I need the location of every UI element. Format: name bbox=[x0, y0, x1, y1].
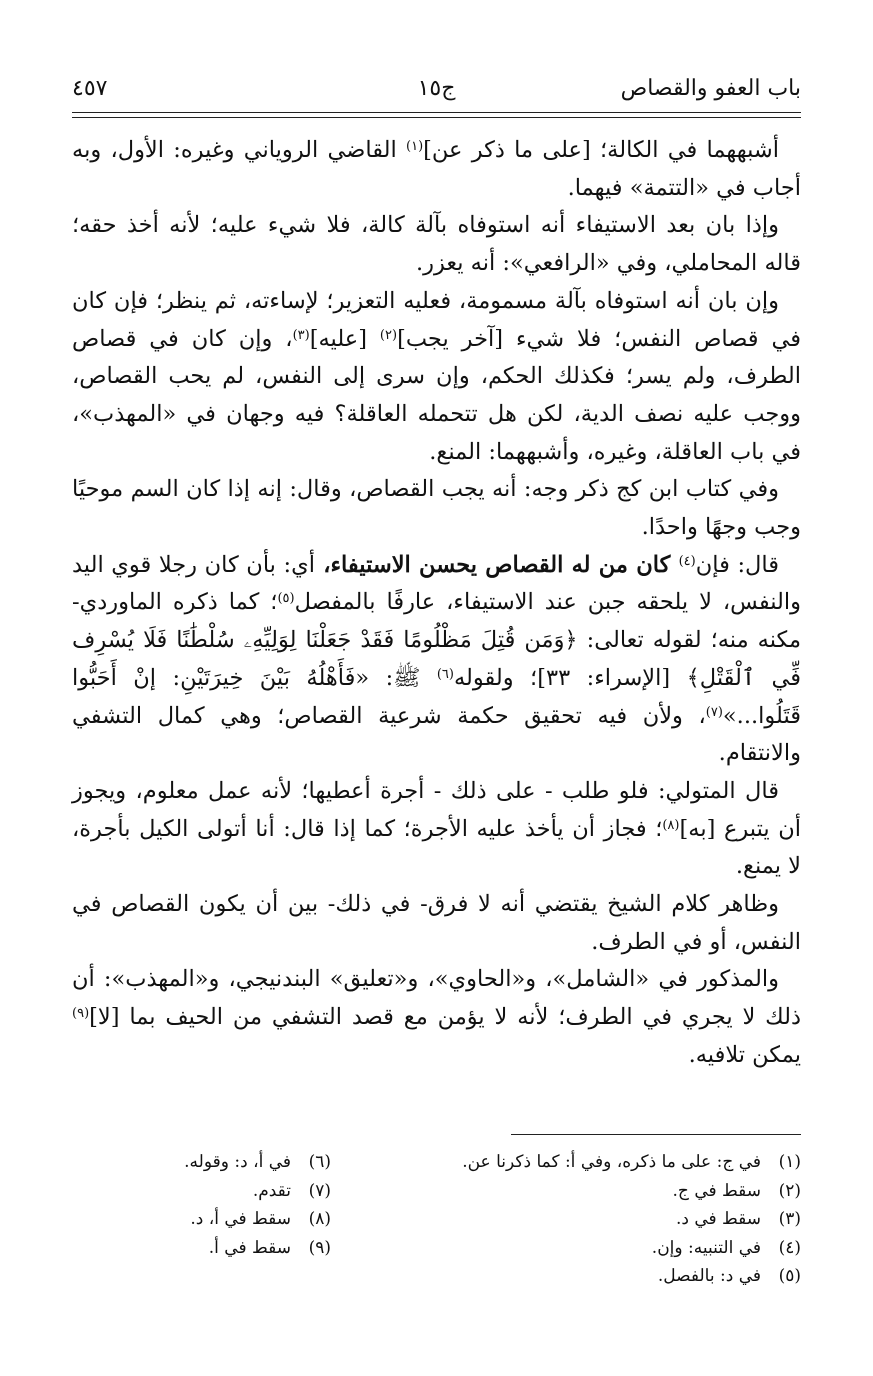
footnote-4 bbox=[421, 1234, 801, 1263]
bold-matn-text: كان من له القصاص يحسن الاستيفاء، bbox=[314, 551, 679, 578]
text-run: قال المتولي: فلو طلب - على ذلك - أجرة أعطيها؛ لأنه عمل معلوم، ويجوز أن يتبرع [به] bbox=[72, 777, 801, 842]
running-header bbox=[72, 70, 801, 110]
footnote-text: في د: بالفصل. bbox=[657, 1266, 761, 1286]
footnote-8 bbox=[0, 1205, 331, 1234]
text-run: ؛ كما ذكره الماوردي- مكنه منه؛ لقوله تعالى: ﴿وَمَن قُتِلَ مَظْلُومًا فَقَدْ جَعَلْنَا لِوَلِيِّهِۦ سُلْطَٰنًا فَلَا يُسْرِف فِّي ٱلْقَتْلِ﴾ [الإسراء: ٣٣]؛ ولقوله bbox=[72, 589, 801, 691]
footnote-1 bbox=[421, 1148, 801, 1177]
footnotes bbox=[72, 1148, 801, 1324]
footnote-column-left bbox=[0, 1148, 331, 1262]
paragraph-8 bbox=[72, 961, 801, 1074]
footnote-number: (١) bbox=[778, 1152, 801, 1172]
text-run: قال: فإن bbox=[695, 551, 779, 578]
footnote-text: في ج: على ما ذكره، وفي أ: كما ذكرنا عن. bbox=[462, 1152, 761, 1172]
footnote-7 bbox=[0, 1177, 331, 1206]
footnote-text: سقط في ج. bbox=[672, 1180, 761, 1201]
footnote-ref-3[interactable]: (٣) bbox=[292, 327, 310, 343]
footnote-number: (٧) bbox=[308, 1180, 331, 1201]
text-run: ، ولأن فيه تحقيق حكمة شرعية القصاص؛ وهي كمال التشفي والانتقام. bbox=[72, 702, 801, 767]
paragraph-1 bbox=[72, 132, 801, 207]
footnote-2 bbox=[421, 1177, 801, 1206]
paragraph-6 bbox=[72, 773, 801, 886]
footnote-text: سقط في د. bbox=[675, 1209, 761, 1229]
paragraph-3 bbox=[72, 283, 801, 472]
footnote-text: سقط في أ. bbox=[208, 1237, 291, 1258]
footnote-text: في التنبيه: وإن. bbox=[651, 1237, 761, 1258]
text-run: القاضي الروياني وغيره: الأول، وبه أجاب في «التتمة» فيهما. bbox=[72, 137, 801, 201]
footnote-ref-5[interactable]: (٥) bbox=[277, 591, 295, 607]
header-rule-thin bbox=[72, 117, 801, 118]
footnote-6 bbox=[0, 1148, 331, 1177]
text-run: ؛ فجاز أن يأخذ عليه الأجرة؛ كما إذا قال: أنا أتولى الكيل بأجرة، لا يمنع. bbox=[72, 815, 801, 880]
footnote-number: (٣) bbox=[778, 1209, 801, 1229]
text-run: وإن بان أنه استوفاه بآلة مسمومة، فعليه التعزير؛ لإساءته، ثم ينظر؛ فإن كان في قصاص النفس؛ فلا شيء [آخر يجب] bbox=[72, 287, 801, 352]
volume-label: ج١٥ bbox=[417, 76, 456, 101]
footnote-ref-2[interactable]: (٢) bbox=[379, 327, 398, 343]
page-number: ٤٥٧ bbox=[72, 76, 108, 101]
footnote-number: (٨) bbox=[308, 1209, 331, 1229]
footnote-ref-4[interactable]: (٤) bbox=[678, 553, 696, 569]
footnote-number: (٢) bbox=[778, 1180, 801, 1201]
text-run: [عليه] bbox=[309, 325, 380, 352]
footnote-number: (٦) bbox=[308, 1152, 331, 1172]
footnote-number: (٤) bbox=[778, 1237, 801, 1258]
chapter-title: باب العفو والقصاص bbox=[620, 76, 801, 101]
paragraph-7: وظاهر كلام الشيخ يقتضي أنه لا فرق- في ذلك- بين أن يكون القصاص في النفس، أو في الطرف. bbox=[72, 891, 801, 955]
text-run: ، وإن كان في قصاص الطرف، ولم يسر؛ فكذلك الحكم، وإن سرى إلى النفس، لم يحب القصاص، ووجب عليه نصف الدية، لكن هل تتحمله العاقلة؟ فيه وجهان في «المهذب»، في باب العاقلة، وغيره، وأشبههما: المنع. bbox=[72, 325, 801, 465]
footnote-5 bbox=[421, 1262, 801, 1291]
footnote-3 bbox=[421, 1205, 801, 1234]
footnote-text: في أ، د: وقوله. bbox=[184, 1152, 291, 1172]
footnote-column-right bbox=[421, 1148, 801, 1291]
header-rule-thick bbox=[72, 112, 801, 113]
paragraph-5 bbox=[72, 547, 801, 773]
main-text bbox=[72, 132, 801, 1075]
footnote-9 bbox=[0, 1234, 331, 1263]
text-run: أي: بأن كان رجلا قوي اليد والنفس، لا يلحقه جبن عند الاستيفاء، عارفًا بالمفصل bbox=[72, 551, 801, 616]
footnote-text: تقدم. bbox=[252, 1180, 291, 1201]
footnote-ref-1[interactable]: (١) bbox=[406, 139, 424, 154]
footnote-ref-9[interactable]: (٩) bbox=[72, 1006, 90, 1022]
hadith-quote: ﷺ: «فَأَهْلُهُ بَيْنَ خِيرَتَيْنِ: إنْ أَحَبُّوا قَتَلُوا...» bbox=[72, 664, 801, 729]
footnote-ref-8[interactable]: (٨) bbox=[662, 817, 680, 833]
footnote-separator bbox=[511, 1134, 801, 1135]
text-run: يمكن تلافيه. bbox=[688, 1041, 801, 1068]
footnote-ref-7[interactable]: (٧) bbox=[705, 704, 723, 720]
text-run: أشبههما في الكالة؛ [على ما ذكر عن] bbox=[423, 137, 780, 163]
footnote-ref-6[interactable]: (٦) bbox=[436, 666, 454, 682]
paragraph-4: وفي كتاب ابن كج ذكر وجه: أنه يجب القصاص، وقال: إنه إذا كان السم موحيًا وجب وجهًا واحدًا. bbox=[72, 476, 801, 541]
paragraph-2: وإذا بان بعد الاستيفاء أنه استوفاه بآلة كالة، فلا شيء عليه؛ لأنه أخذ حقه؛ قاله المحاملي، وفي «الرافعي»: أنه يعزر. bbox=[72, 212, 801, 277]
footnote-number: (٩) bbox=[308, 1237, 331, 1258]
text-run: والمذكور في «الشامل»، و«الحاوي»، و«تعليق» البندنيجي، و«المهذب»: أن ذلك لا يجري في الطرف؛ لأنه لا يؤمن مع قصد التشفي من الحيف بما [لا] bbox=[72, 966, 801, 1031]
footnote-text: سقط في أ، د. bbox=[190, 1209, 291, 1229]
footnote-number: (٥) bbox=[778, 1266, 801, 1286]
